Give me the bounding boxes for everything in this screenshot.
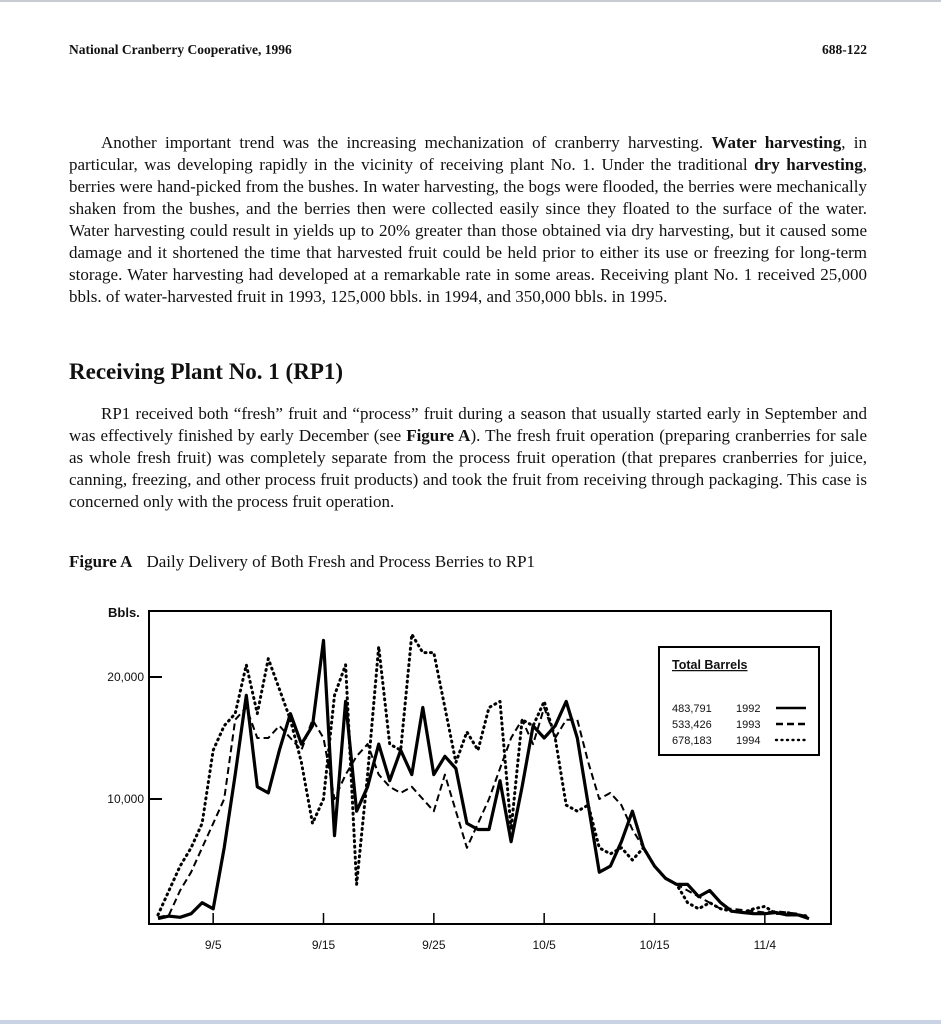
figure-label: Figure A	[69, 552, 133, 571]
paragraph-harvesting: Another important trend was the increasing mechanization of cranberry harvesting. Water harvesting, in particular, was developing rapidly in the vicinity of receiving plant No. 1. Under the traditional dry harvesting, berries were hand-picked from the bushes. In water harvesting, the bogs were flooded, the berries were mechanically shaken from the bushes, and the berries then were collected easily since they floated to the surface of the water. Water harvesting could result in yields up to 20% greater than those obtained via dry harvesting, but it caused some damage and it shortened the time that harvested fruit could be held prior to either its use or freezing for long-term storage. Water harvesting had developed at a remarkable rate in some areas. Receiving plant No. 1 received 25,000 bbls. of water-harvested fruit in 1993, 125,000 bbls. in 1994, and 350,000 bbls. in 1995.	[69, 133, 868, 306]
section-title: Receiving Plant No. 1 (RP1)	[69, 359, 344, 384]
x-ticks	[205, 913, 777, 952]
x-tick-label: 9/15	[311, 938, 336, 952]
legend-year: 1993	[736, 719, 761, 731]
y-tick-label: 10,000	[107, 792, 144, 806]
y-tick-label: 20,000	[107, 670, 144, 684]
figure-caption-text: Daily Delivery of Both Fresh and Process Berries to RP1	[146, 552, 536, 571]
x-tick-label: 11/4	[753, 938, 777, 952]
legend-total: 678,183	[672, 735, 712, 747]
legend-year: 1992	[736, 703, 761, 715]
legend-title: Total Barrels	[672, 658, 748, 672]
delivery-chart	[90, 592, 840, 962]
y-ticks	[107, 670, 162, 806]
figure-caption	[69, 552, 535, 572]
header-case-number: 688-122	[822, 42, 867, 57]
top-border	[0, 0, 941, 2]
legend-year: 1994	[736, 735, 761, 747]
header-title: National Cranberry Cooperative, 1996	[69, 42, 292, 57]
legend	[659, 647, 819, 755]
x-tick-label: 9/5	[204, 938, 222, 952]
figure-reference: Figure A	[406, 426, 471, 445]
term-dry-harvesting: dry harvesting	[754, 155, 863, 174]
paragraph-rp1: RP1 received both “fresh” fruit and “process” fruit during a season that usually started early in September and was effectively finished by early December (see Figure A). The fresh fruit operation (preparing cranberries for sale as whole fresh fruit) was completely separate from the process fruit operation (that prepares cranberries for juice, canning, freezing, and other process fruit products) and took the fruit from receiving through packaging. This case is concerned only with the process fruit operation.	[69, 404, 867, 511]
legend-total: 483,791	[672, 703, 712, 715]
x-tick-label: 9/25	[422, 938, 446, 952]
x-tick-label: 10/5	[532, 938, 556, 952]
legend-total: 533,426	[672, 719, 712, 731]
x-tick-label: 10/15	[639, 938, 670, 952]
term-water-harvesting: Water harvesting	[711, 133, 842, 152]
y-axis-label: Bbls.	[108, 605, 140, 620]
bottom-border	[0, 1020, 941, 1024]
